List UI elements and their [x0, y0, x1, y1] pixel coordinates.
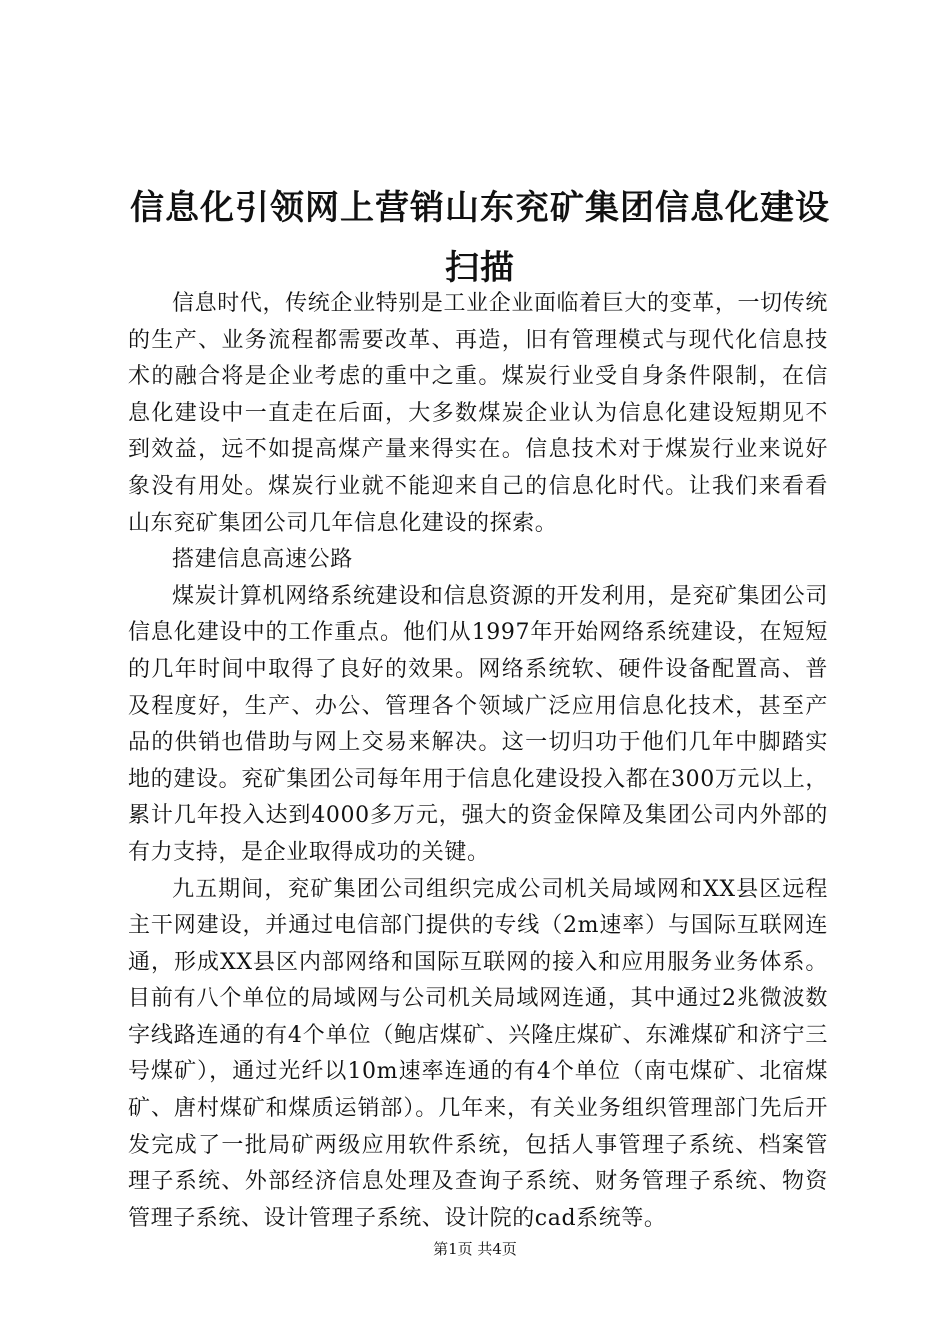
- document-body: [128, 286, 828, 1237]
- paragraph-intro: 信息时代，传统企业特别是工业企业面临着巨大的变革，一切传统的生产、业务流程都需要改革、再造，旧有管理模式与现代化信息技术的融合将是企业考虑的重中之重。煤炭行业受自身条件限制，在信息化建设中一直走在后面，大多数煤炭企业认为信息化建设短期见不到效益，远不如提高煤产量来得实在。信息技术对于煤炭行业来说好象没有用处。煤炭行业就不能迎来自己的信息化时代。让我们来看看山东兖矿集团公司几年信息化建设的探索。: [128, 291, 828, 536]
- paragraph-ninth-five-year: 九五期间，兖矿集团公司组织完成公司机关局域网和XX县区远程主干网建设，并通过电信部门提供的专线（2m速率）与国际互联网连通，形成XX县区内部网络和国际互联网的接入和应用服务业务体系。目前有八个单位的局域网与公司机关局域网连通，其中通过2兆微波数字线路连通的有4个单位（鲍店煤矿、兴隆庄煤矿、东滩煤矿和济宁三号煤矿），通过光纤以10m速率连通的有4个单位（南屯煤矿、北宿煤矿、唐村煤矿和煤质运销部）。几年来，有关业务组织管理部门先后开发完成了一批局矿两级应用软件系统，包括人事管理子系统、档案管理子系统、外部经济信息处理及查询子系统、财务管理子系统、物资管理子系统、设计管理子系统、设计院的cad系统等。: [128, 876, 828, 1231]
- page-footer: 第1页 共4页: [433, 1240, 517, 1258]
- document-title: 信息化引领网上营销山东兖矿集团信息化建设扫描: [130, 188, 830, 288]
- section-heading: 搭建信息高速公路: [172, 547, 353, 573]
- paragraph-network-construction: 煤炭计算机网络系统建设和信息资源的开发利用，是兖矿集团公司信息化建设中的工作重点。他们从1997年开始网络系统建设，在短短的几年时间中取得了良好的效果。网络系统软、硬件设备配置高、普及程度好，生产、办公、管理各个领域广泛应用信息化技术，甚至产品的供销也借助与网上交易来解决。这一切归功于他们几年中脚踏实地的建设。兖矿集团公司每年用于信息化建设投入都在300万元以上，累计几年投入达到4000多万元，强大的资金保障及集团公司内外部的有力支持，是企业取得成功的关键。: [128, 583, 828, 865]
